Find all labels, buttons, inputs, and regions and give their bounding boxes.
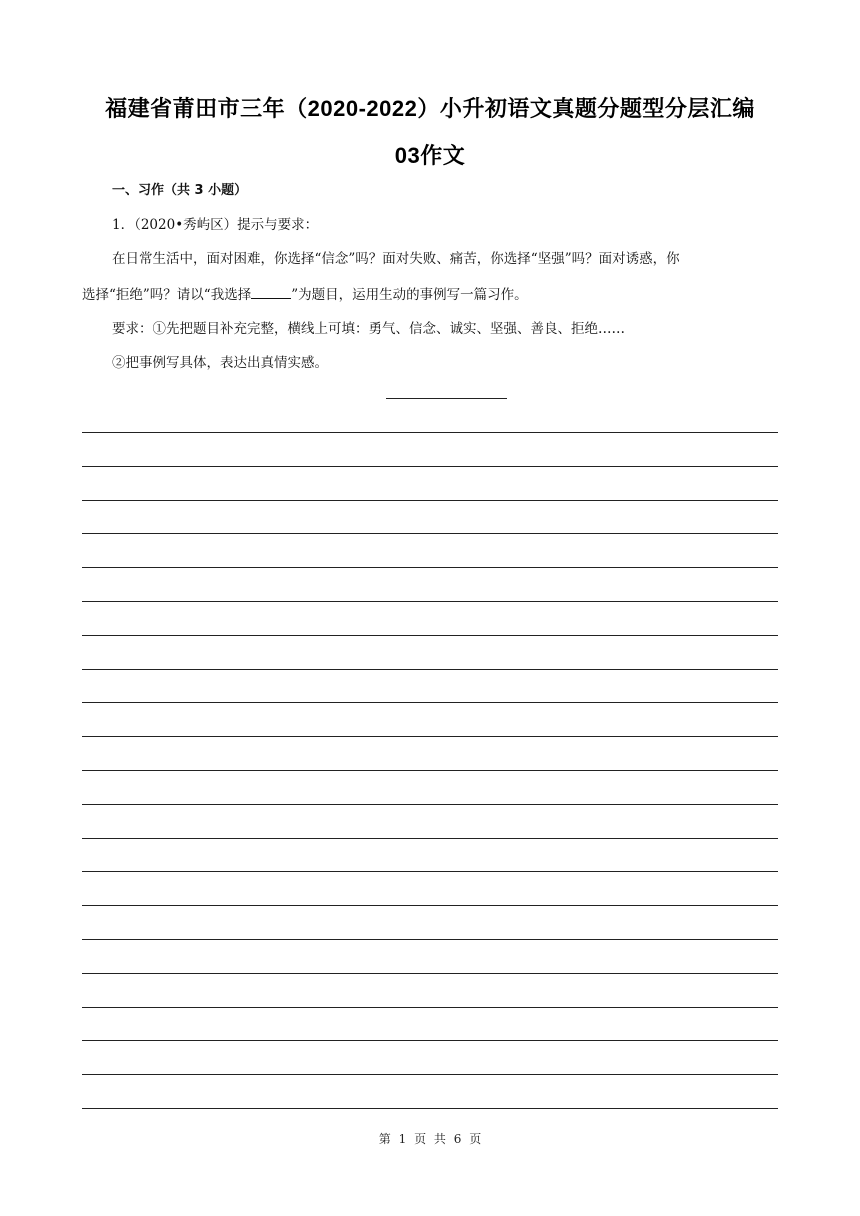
requirement-1: 要求：①先把题目补充完整，横线上可填：勇气、信念、诚实、坚强、善良、拒绝…… — [112, 321, 625, 337]
fill-in-blank — [251, 286, 291, 299]
writing-line — [82, 432, 778, 433]
writing-line — [82, 702, 778, 703]
section-heading: 一、习作（共 3 小题） — [112, 183, 248, 198]
writing-line — [82, 770, 778, 771]
writing-line — [82, 838, 778, 839]
essay-title-line[interactable] — [386, 398, 507, 399]
writing-line — [82, 736, 778, 737]
prompt-line-2-before: 选择“拒绝”吗？请以“我选择 — [82, 287, 252, 303]
question-number: 1．（2020•秀屿区）提示与要求： — [112, 217, 319, 233]
footer-page-label: 第 — [378, 1132, 391, 1146]
writing-line — [82, 973, 778, 974]
writing-line — [82, 1108, 778, 1109]
writing-line — [82, 500, 778, 501]
writing-line — [82, 1040, 778, 1041]
requirement-2: ②把事例写具体，表达出真情实感。 — [112, 355, 328, 371]
writing-line — [82, 905, 778, 906]
prompt-line-2-after: ”为题目，运用生动的事例写一篇习作。 — [291, 287, 528, 303]
writing-line — [82, 1074, 778, 1075]
prompt-line-2 — [82, 283, 528, 303]
writing-line — [82, 1007, 778, 1008]
footer-page-number: 1 — [398, 1132, 407, 1146]
writing-line — [82, 669, 778, 670]
writing-line — [82, 466, 778, 467]
document-title-line1: 福建省莆田市三年（2020-2022）小升初语文真题分题型分层汇编 — [105, 96, 755, 121]
footer-page-unit: 页 — [414, 1132, 427, 1146]
footer-total-label: 共 — [433, 1132, 446, 1146]
footer-total-unit: 页 — [469, 1132, 482, 1146]
page-footer — [0, 1130, 860, 1147]
writing-line — [82, 567, 778, 568]
document-title-line2: 03作文 — [394, 143, 466, 168]
writing-line — [82, 635, 778, 636]
writing-line — [82, 871, 778, 872]
writing-line — [82, 939, 778, 940]
prompt-line-1: 在日常生活中，面对困难，你选择“信念”吗？面对失败、痛苦，你选择“坚强”吗？面对诱惑，你 — [112, 251, 680, 267]
writing-line — [82, 533, 778, 534]
footer-total-pages: 6 — [453, 1132, 462, 1146]
writing-line — [82, 804, 778, 805]
writing-line — [82, 601, 778, 602]
